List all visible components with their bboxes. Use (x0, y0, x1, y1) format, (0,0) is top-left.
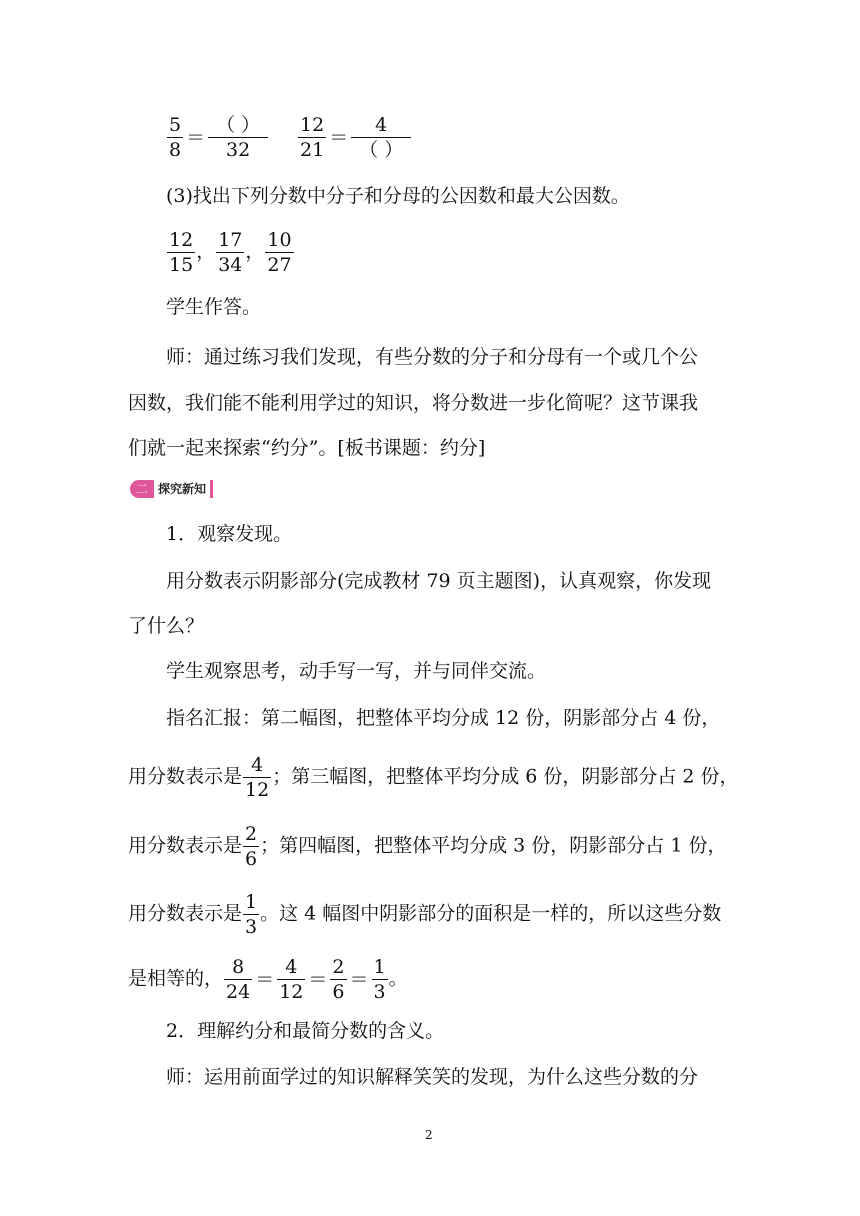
report-line-3: 用分数表示是 $\frac{2}{6}$ ；第四幅图，把整体平均分成 3 份，阴影部分占 1 份， (128, 823, 727, 870)
part-1-title: 1．观察发现。 (166, 523, 293, 545)
teacher-intro-line-2: 因数，我们能不能利用学过的知识，将分数进一步化简呢？这节课我 (128, 392, 699, 414)
fraction: $\frac{5}{8}$ (169, 114, 182, 161)
fraction: $\frac{12}{15}$ (169, 229, 194, 276)
page-number: 2 (425, 1128, 433, 1142)
teacher-intro-line-1: 师：通过练习我们发现，有些分数的分子和分母有一个或几个公 (166, 346, 699, 368)
fraction: $\frac{4}{12}$ (279, 956, 304, 1003)
fraction-blank: $\frac{4}{( )}$ (351, 113, 411, 162)
report-line-1: 指名汇报：第二幅图，把整体平均分成 12 份，阴影部分占 4 份， (166, 707, 721, 729)
report-line-4: 用分数表示是 $\frac{1}{3}$ 。这 4 幅图中阴影部分的面积是一样的，所以这些分数 (128, 891, 722, 938)
teacher-intro-line-3: 们就一起来探索“约分”。[板书课题：约分] (128, 437, 486, 459)
section-accent-bar (210, 480, 213, 498)
fraction: $\frac{17}{34}$ (218, 229, 243, 276)
fraction: $\frac{12}{21}$ (300, 114, 325, 161)
section-number-badge: 二 (130, 480, 154, 498)
fraction: $\frac{10}{27}$ (267, 229, 292, 276)
fraction-blank: $\frac{( )}{32}$ (208, 113, 268, 162)
fraction: $\frac{2}{6}$ (332, 956, 345, 1003)
report-line-2: 用分数表示是 $\frac{4}{12}$ ；第三幅图，把整体平均分成 6 份，阴影部分占 2 份， (128, 754, 739, 801)
fraction: $\frac{1}{3}$ (373, 956, 386, 1003)
fraction: $\frac{4}{12}$ (245, 754, 270, 801)
part-2-title: 2．理解约分和最简分数的含义。 (166, 1020, 445, 1042)
student-answer: 学生作答。 (166, 296, 262, 318)
fraction: $\frac{2}{6}$ (245, 823, 258, 870)
part-1-text-line-1: 用分数表示阴影部分(完成教材 79 页主题图)，认真观察，你发现 (166, 570, 712, 592)
fraction-equation-1: $\frac{5}{8}$ ＝ $\frac{( )}{32}$ (166, 113, 269, 162)
section-heading (130, 480, 213, 498)
part-2-text: 师：运用前面学过的知识解释笑笑的发现，为什么这些分数的分 (166, 1066, 699, 1088)
fraction: $\frac{8}{24}$ (226, 956, 251, 1003)
part-1-observe: 学生观察思考，动手写一写，并与同伴交流。 (166, 660, 547, 682)
question-3-fractions: $\frac{12}{15}$ ， $\frac{17}{34}$ ， $\frac{10}{27}$ (169, 229, 292, 276)
report-line-5: 是相等的， $\frac{8}{24}$ ＝ $\frac{4}{12}$ ＝ $\frac{2}{6}$ ＝ $\frac{1}{3}$ 。 (128, 956, 408, 1003)
question-3: (3)找出下列分数中分子和分母的公因数和最大公因数。 (166, 185, 630, 207)
part-1-text-line-2: 了什么？ (128, 615, 205, 637)
section-title: 探究新知 (158, 482, 207, 496)
fraction-equation-2: $\frac{12}{21}$ ＝ $\frac{4}{( )}$ (297, 113, 412, 162)
fraction: $\frac{1}{3}$ (245, 891, 258, 938)
